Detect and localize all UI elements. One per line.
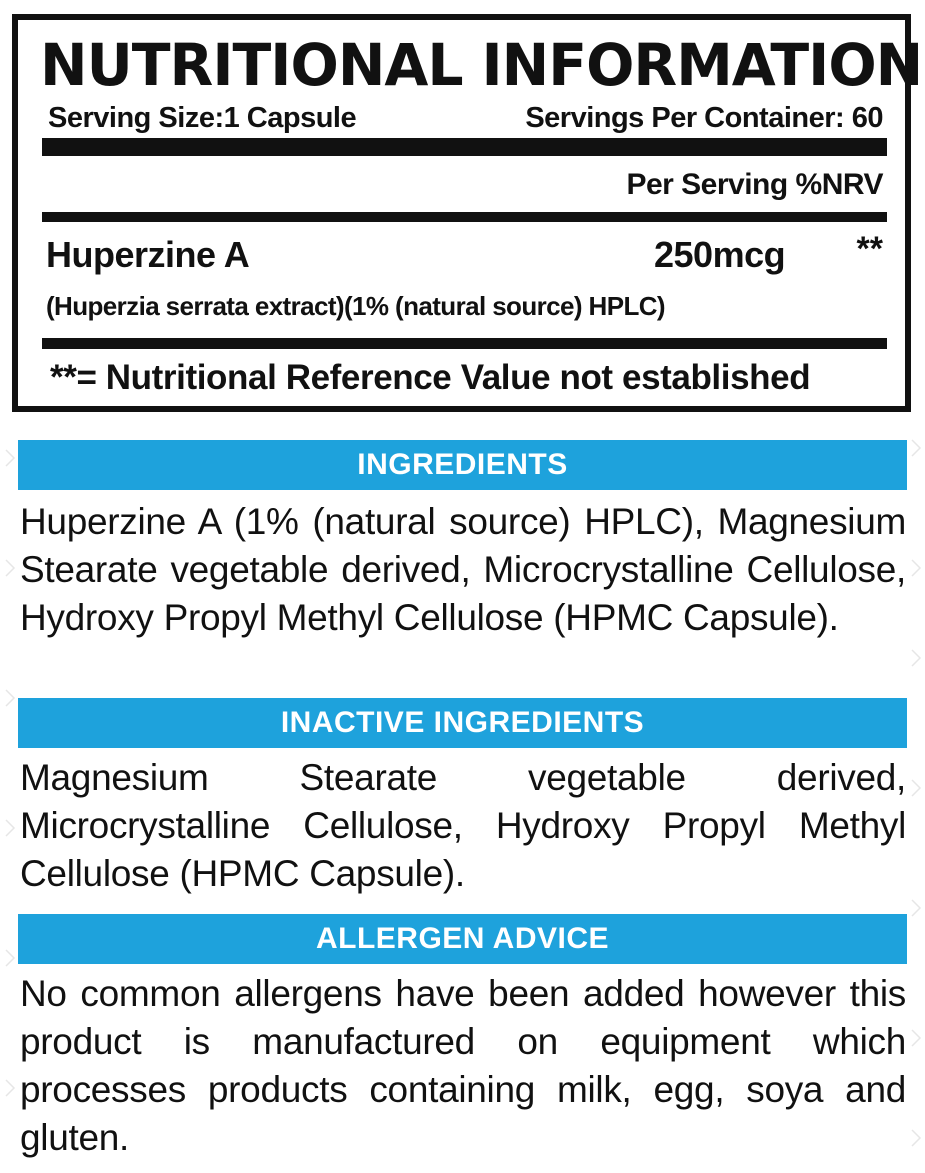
ingredient-description: (Huperzia serrata extract)(1% (natural source) HPLC) (46, 291, 665, 321)
servings-per-container: Servings Per Container: 60 (525, 102, 883, 134)
nrv-footnote: **= Nutritional Reference Value not established (50, 358, 811, 397)
ingredient-name: Huperzine A (46, 234, 250, 275)
inactive-ingredients-header: INACTIVE INGREDIENTS (18, 698, 907, 748)
inactive-ingredients-text: Magnesium Stearate vegetable derived, Microcrystalline Cellulose, Hydroxy Propyl Methyl Cellulose (HPMC Capsule). (20, 757, 906, 894)
serving-size: Serving Size:1 Capsule (48, 102, 357, 134)
divider-medium (42, 212, 887, 222)
divider-thick (42, 138, 887, 156)
divider-medium-bottom (42, 338, 887, 349)
nutrition-title: NUTRITIONAL INFORMATION (40, 31, 923, 99)
allergen-advice-header: ALLERGEN ADVICE (18, 914, 907, 964)
nutrition-facts-panel (12, 14, 923, 412)
ingredients-text: Huperzine A (1% (natural source) HPLC), Magnesium Stearate vegetable derived, Microcrystalline Cellulose, Hydroxy Propyl Methyl Cellulose (HPMC Capsule). (20, 501, 906, 638)
column-header: Per Serving %NRV (626, 168, 883, 201)
allergen-advice-text: No common allergens have been added however this product is manufactured on equipment which processes products containing milk, egg, soya and gluten. (20, 973, 906, 1158)
ingredient-nrv: ** (856, 230, 883, 268)
ingredient-amount: 250mcg (654, 234, 786, 275)
ingredients-header: INGREDIENTS (18, 440, 907, 490)
